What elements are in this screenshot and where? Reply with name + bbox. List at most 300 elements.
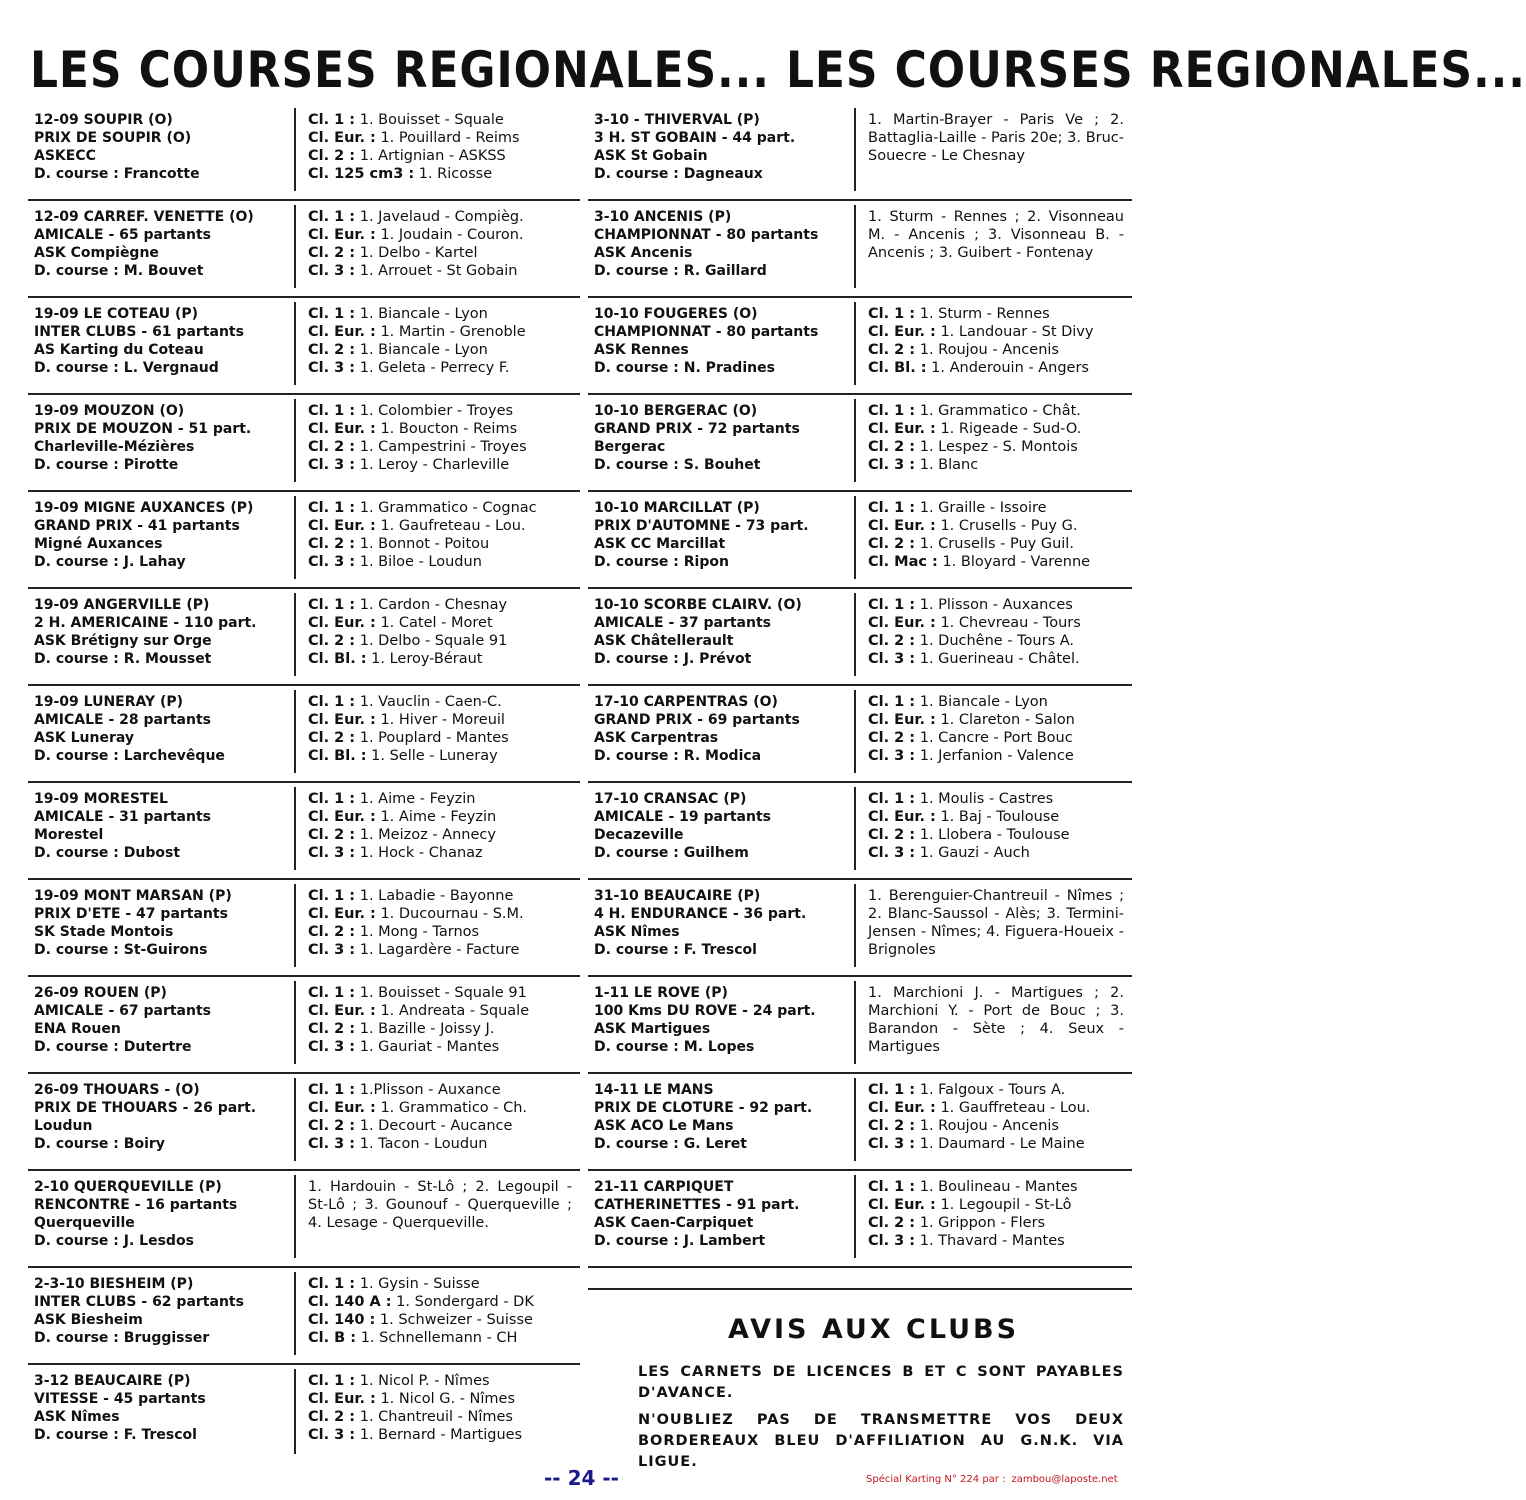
race-info-line: AMICALE - 65 partants bbox=[34, 227, 211, 243]
race-info-line: 100 Kms DU ROVE - 24 part. bbox=[594, 1003, 816, 1019]
result-class: Cl. 2 : bbox=[308, 245, 356, 261]
race-info bbox=[28, 690, 296, 773]
result-winner: 1. Moulis - Castres bbox=[919, 791, 1054, 807]
race-results bbox=[296, 1175, 580, 1266]
race-info-line: AMICALE - 28 partants bbox=[34, 712, 211, 728]
result-line bbox=[868, 1081, 1124, 1099]
race-entry bbox=[588, 492, 1132, 589]
race-info-line: ASK Rennes bbox=[594, 342, 689, 358]
result-line bbox=[868, 1135, 1124, 1153]
race-info-line: INTER CLUBS - 61 partants bbox=[34, 324, 244, 340]
race-info-line: D. course : J. Lambert bbox=[594, 1233, 766, 1249]
result-line bbox=[868, 1178, 1124, 1196]
result-class: Cl. Eur. : bbox=[868, 1100, 936, 1116]
race-info-line: D. course : R. Modica bbox=[594, 748, 762, 764]
result-line bbox=[868, 341, 1124, 359]
race-info bbox=[588, 1175, 856, 1258]
race-info-line: 19-09 LUNERAY (P) bbox=[34, 694, 184, 710]
race-info bbox=[588, 1078, 856, 1161]
result-class: Cl. 1 : bbox=[868, 791, 916, 807]
result-line bbox=[868, 596, 1124, 614]
result-winner: 1. Clareton - Salon bbox=[940, 712, 1075, 728]
race-entry bbox=[28, 298, 580, 395]
result-line bbox=[308, 1293, 572, 1311]
result-winner: 1. Hiver - Moreuil bbox=[380, 712, 505, 728]
notice-title: AVIS AUX CLUBS bbox=[728, 1314, 1020, 1345]
race-info-line: D. course : M. Bouvet bbox=[34, 263, 204, 279]
result-winner: 1. Jerfanion - Valence bbox=[919, 748, 1074, 764]
result-line bbox=[868, 359, 1124, 377]
race-info-line: PRIX DE MOUZON - 51 part. bbox=[34, 421, 252, 437]
result-class: Cl. Eur. : bbox=[308, 227, 376, 243]
race-info-line: Migné Auxances bbox=[34, 536, 163, 552]
result-winner: 1. Geleta - Perrecy F. bbox=[359, 360, 510, 376]
result-winner: 1. Sturm - Rennes bbox=[919, 306, 1050, 322]
result-class: Cl. 2 : bbox=[308, 924, 356, 940]
credit-text: Spécial Karting N° 224 par : bbox=[866, 1474, 1006, 1485]
result-class: Cl. 140 : bbox=[308, 1312, 376, 1328]
result-class: Cl. 2 : bbox=[308, 827, 356, 843]
result-line bbox=[868, 808, 1124, 826]
result-class: Cl. 1 : bbox=[308, 500, 356, 516]
race-info-line: SK Stade Montois bbox=[34, 924, 174, 940]
result-line bbox=[868, 632, 1124, 650]
result-winner: 1. Guerineau - Châtel. bbox=[919, 651, 1080, 667]
result-winner: 1. Decourt - Aucance bbox=[359, 1118, 513, 1134]
race-info-line: D. course : F. Trescol bbox=[34, 1427, 197, 1443]
race-info bbox=[28, 884, 296, 967]
result-winner: 1. Plisson - Auxances bbox=[919, 597, 1073, 613]
result-winner: 1. Pouplard - Mantes bbox=[359, 730, 509, 746]
result-class: Cl. Eur. : bbox=[308, 130, 376, 146]
race-results bbox=[296, 399, 580, 490]
result-winner: 1. Artignian - ASKSS bbox=[359, 148, 506, 164]
result-winner: 1. Gaufreteau - Lou. bbox=[380, 518, 526, 534]
result-line bbox=[308, 1390, 572, 1408]
result-winner: 1. Falgoux - Tours A. bbox=[919, 1082, 1066, 1098]
result-winner: 1. Anderouin - Angers bbox=[931, 360, 1089, 376]
race-info-line: ENA Rouen bbox=[34, 1021, 121, 1037]
result-line bbox=[868, 790, 1124, 808]
race-info-line: D. course : Dutertre bbox=[34, 1039, 192, 1055]
race-info bbox=[588, 787, 856, 870]
race-info-line: D. course : Boiry bbox=[34, 1136, 165, 1152]
race-info-line: 19-09 ANGERVILLE (P) bbox=[34, 597, 210, 613]
result-line bbox=[308, 1311, 572, 1329]
result-winner: 1. Gysin - Suisse bbox=[359, 1276, 480, 1292]
result-class: Cl. Eur. : bbox=[868, 421, 936, 437]
result-line bbox=[868, 305, 1124, 323]
result-winner: 1. Lespez - S. Montois bbox=[919, 439, 1078, 455]
race-info bbox=[28, 1175, 296, 1258]
result-line bbox=[868, 553, 1124, 571]
result-class: Cl. 2 : bbox=[308, 1118, 356, 1134]
result-line bbox=[308, 747, 572, 765]
notice-paragraph-1: LES CARNETS DE LICENCES B ET C SONT PAYABLES D'AVANCE. bbox=[638, 1364, 1124, 1401]
result-line bbox=[308, 147, 572, 165]
result-line bbox=[308, 808, 572, 826]
race-info-line: 17-10 CRANSAC (P) bbox=[594, 791, 747, 807]
result-class: Cl. 3 : bbox=[868, 1136, 916, 1152]
race-info-line: 2-10 QUERQUEVILLE (P) bbox=[34, 1179, 222, 1195]
result-winner: 1. Nicol G. - Nîmes bbox=[380, 1391, 516, 1407]
result-winner: 1. Grammatico - Cognac bbox=[359, 500, 537, 516]
race-info-line: Charleville-Mézières bbox=[34, 439, 195, 455]
race-info-line: 14-11 LE MANS bbox=[594, 1082, 714, 1098]
credit-email: zambou@laposte.net bbox=[1011, 1474, 1118, 1485]
race-info-line: 3 H. ST GOBAIN - 44 part. bbox=[594, 130, 796, 146]
result-winner: 1. Gauzi - Auch bbox=[919, 845, 1030, 861]
result-line bbox=[308, 402, 572, 420]
result-class: Cl. 3 : bbox=[308, 1039, 356, 1055]
result-class: Cl. 3 : bbox=[868, 1233, 916, 1249]
result-winner: 1. Ricosse bbox=[418, 166, 493, 182]
result-class: Cl. 3 : bbox=[868, 651, 916, 667]
result-winner: 1. Biancale - Lyon bbox=[919, 694, 1048, 710]
race-info-line: D. course : R. Mousset bbox=[34, 651, 212, 667]
race-results bbox=[296, 981, 580, 1072]
result-winner: 1. Schnellemann - CH bbox=[360, 1330, 518, 1346]
race-info-line: GRAND PRIX - 69 partants bbox=[594, 712, 800, 728]
race-info-line: D. course : R. Gaillard bbox=[594, 263, 767, 279]
result-winner: 1. Baj - Toulouse bbox=[940, 809, 1060, 825]
result-line bbox=[308, 244, 572, 262]
result-class: Cl. 2 : bbox=[308, 1021, 356, 1037]
race-info-line: PRIX D'ETE - 47 partants bbox=[34, 906, 228, 922]
result-line bbox=[308, 711, 572, 729]
race-info bbox=[28, 399, 296, 482]
result-winner: 1. Legoupil - St-Lô bbox=[940, 1197, 1072, 1213]
race-info bbox=[588, 108, 856, 191]
race-info-line: 12-09 CARREF. VENETTE (O) bbox=[34, 209, 254, 225]
race-info-line: ASK Châtellerault bbox=[594, 633, 734, 649]
result-line bbox=[308, 596, 572, 614]
result-winner: 1. Bouisset - Squale bbox=[359, 112, 504, 128]
result-winner: 1. Aime - Feyzin bbox=[380, 809, 497, 825]
result-line bbox=[308, 1372, 572, 1390]
result-line bbox=[308, 693, 572, 711]
result-line bbox=[308, 305, 572, 323]
result-line bbox=[308, 614, 572, 632]
results-text: 1. Hardouin - St-Lô ; 2. Legoupil - St-Lô ; 3. Gounouf - Querqueville ; 4. Lesage - Querqueville. bbox=[308, 1179, 572, 1231]
result-line bbox=[308, 1081, 572, 1099]
result-winner: 1. Cardon - Chesnay bbox=[359, 597, 508, 613]
result-winner: 1. Meizoz - Annecy bbox=[359, 827, 496, 843]
race-info-line: ASK Caen-Carpiquet bbox=[594, 1215, 754, 1231]
race-entry bbox=[588, 104, 1132, 201]
result-line bbox=[868, 1117, 1124, 1135]
result-class: Cl. 1 : bbox=[308, 888, 356, 904]
result-winner: 1. Vauclin - Caen-C. bbox=[359, 694, 502, 710]
race-results bbox=[296, 496, 580, 587]
result-winner: 1. Nicol P. - Nîmes bbox=[359, 1373, 490, 1389]
result-line bbox=[308, 1099, 572, 1117]
result-line bbox=[308, 984, 572, 1002]
result-winner: 1. Bloyard - Varenne bbox=[942, 554, 1091, 570]
result-line bbox=[308, 262, 572, 280]
result-class: Cl. Bl. : bbox=[308, 651, 367, 667]
result-class: Cl. Eur. : bbox=[308, 906, 376, 922]
footer-credit bbox=[866, 1474, 1118, 1485]
race-info-line: 10-10 BERGERAC (O) bbox=[594, 403, 758, 419]
result-line bbox=[868, 535, 1124, 553]
race-results bbox=[856, 205, 1132, 296]
result-class: Cl. 1 : bbox=[308, 209, 356, 225]
result-line bbox=[308, 517, 572, 535]
race-info-line: 2 H. AMERICAINE - 110 part. bbox=[34, 615, 257, 631]
result-class: Cl. 2 : bbox=[308, 342, 356, 358]
result-winner: 1. Martin - Grenoble bbox=[380, 324, 526, 340]
race-entry bbox=[588, 1171, 1132, 1268]
race-results bbox=[296, 1078, 580, 1169]
race-info-line: AMICALE - 31 partants bbox=[34, 809, 211, 825]
race-info-line: PRIX DE CLOTURE - 92 part. bbox=[594, 1100, 813, 1116]
race-entry bbox=[588, 783, 1132, 880]
result-class: Cl. 1 : bbox=[308, 791, 356, 807]
race-info bbox=[588, 981, 856, 1064]
race-results bbox=[856, 690, 1132, 781]
results-text: 1. Marchioni J. - Martigues ; 2. Marchioni Y. - Port de Bouc ; 3. Barandon - Sète ; 4. Seux - Martigues bbox=[868, 985, 1124, 1055]
result-class: Cl. Eur. : bbox=[308, 421, 376, 437]
result-class: Cl. 1 : bbox=[868, 306, 916, 322]
result-winner: 1. Biloe - Loudun bbox=[359, 554, 482, 570]
result-line bbox=[308, 923, 572, 941]
result-winner: 1. Ducournau - S.M. bbox=[380, 906, 524, 922]
result-line bbox=[868, 650, 1124, 668]
race-info bbox=[28, 981, 296, 1064]
result-class: Cl. Eur. : bbox=[868, 809, 936, 825]
result-class: Cl. 3 : bbox=[308, 942, 356, 958]
race-results bbox=[296, 205, 580, 296]
result-class: Cl. 3 : bbox=[308, 263, 356, 279]
result-line bbox=[868, 1099, 1124, 1117]
result-line bbox=[868, 711, 1124, 729]
result-class: Cl. 3 : bbox=[308, 457, 356, 473]
result-line bbox=[308, 905, 572, 923]
result-winner: 1. Duchêne - Tours A. bbox=[919, 633, 1075, 649]
race-info bbox=[588, 593, 856, 676]
result-line bbox=[868, 729, 1124, 747]
result-class: Cl. Eur. : bbox=[308, 1003, 376, 1019]
race-info bbox=[588, 496, 856, 579]
result-winner: 1. Schweizer - Suisse bbox=[379, 1312, 533, 1328]
result-class: Cl. Bl. : bbox=[308, 748, 367, 764]
result-line bbox=[308, 1135, 572, 1153]
result-class: Cl. 2 : bbox=[868, 1118, 916, 1134]
result-class: Cl. Mac : bbox=[868, 554, 938, 570]
result-class: Cl. 1 : bbox=[308, 1276, 356, 1292]
race-info-line: PRIX DE SOUPIR (O) bbox=[34, 130, 192, 146]
result-line bbox=[308, 129, 572, 147]
result-class: Cl. Eur. : bbox=[308, 324, 376, 340]
result-winner: 1. Biancale - Lyon bbox=[359, 306, 488, 322]
result-winner: 1. Pouillard - Reims bbox=[380, 130, 520, 146]
race-info-line: D. course : Dubost bbox=[34, 845, 181, 861]
race-info-line: CATHERINETTES - 91 part. bbox=[594, 1197, 800, 1213]
result-winner: 1.Plisson - Auxance bbox=[359, 1082, 501, 1098]
race-results bbox=[856, 496, 1132, 587]
result-line bbox=[308, 1275, 572, 1293]
race-info-line: PRIX DE THOUARS - 26 part. bbox=[34, 1100, 257, 1116]
result-line bbox=[308, 323, 572, 341]
result-winner: 1. Chevreau - Tours bbox=[940, 615, 1081, 631]
race-info bbox=[28, 1078, 296, 1161]
result-class: Cl. 2 : bbox=[868, 633, 916, 649]
result-line bbox=[308, 553, 572, 571]
race-info-line: D. course : Pirotte bbox=[34, 457, 179, 473]
result-winner: 1. Blanc bbox=[919, 457, 979, 473]
race-info-line: D. course : St-Guirons bbox=[34, 942, 208, 958]
result-winner: 1. Daumard - Le Maine bbox=[919, 1136, 1085, 1152]
race-info-line: D. course : Larchevêque bbox=[34, 748, 225, 764]
result-line bbox=[868, 747, 1124, 765]
race-info-line: ASK ACO Le Mans bbox=[594, 1118, 734, 1134]
result-line bbox=[308, 1329, 572, 1347]
race-info-line: D. course : Ripon bbox=[594, 554, 729, 570]
result-winner: 1. Andreata - Squale bbox=[380, 1003, 530, 1019]
race-info bbox=[28, 302, 296, 385]
result-winner: 1. Mong - Tarnos bbox=[359, 924, 480, 940]
result-line bbox=[868, 456, 1124, 474]
result-class: Cl. 3 : bbox=[308, 1427, 356, 1443]
race-info-line: D. course : Guilhem bbox=[594, 845, 749, 861]
race-info-line: 17-10 CARPENTRAS (O) bbox=[594, 694, 778, 710]
result-line bbox=[868, 844, 1124, 862]
result-line bbox=[308, 1426, 572, 1444]
result-class: Cl. Eur. : bbox=[868, 518, 936, 534]
race-info-line: 19-09 MIGNE AUXANCES (P) bbox=[34, 500, 254, 516]
result-winner: 1. Labadie - Bayonne bbox=[359, 888, 514, 904]
race-info-line: 3-12 BEAUCAIRE (P) bbox=[34, 1373, 191, 1389]
race-entry bbox=[28, 1268, 580, 1365]
race-info-line: ASK Luneray bbox=[34, 730, 135, 746]
race-info-line: D. course : M. Lopes bbox=[594, 1039, 755, 1055]
result-class: Cl. 2 : bbox=[868, 827, 916, 843]
result-winner: 1. Roujou - Ancenis bbox=[919, 342, 1059, 358]
race-info-line: ASK Martigues bbox=[594, 1021, 711, 1037]
race-entry bbox=[28, 201, 580, 298]
race-info-line: 31-10 BEAUCAIRE (P) bbox=[594, 888, 761, 904]
race-info-line: CHAMPIONNAT - 80 partants bbox=[594, 324, 819, 340]
result-winner: 1. Selle - Luneray bbox=[371, 748, 498, 764]
result-class: Cl. 2 : bbox=[868, 342, 916, 358]
result-winner: 1. Boulineau - Mantes bbox=[919, 1179, 1078, 1195]
result-line bbox=[308, 456, 572, 474]
result-class: Cl. 3 : bbox=[308, 554, 356, 570]
race-info-line: D. course : F. Trescol bbox=[594, 942, 757, 958]
race-info-line: ASK Compiègne bbox=[34, 245, 159, 261]
result-class: Cl. 2 : bbox=[868, 439, 916, 455]
race-entry bbox=[28, 492, 580, 589]
result-class: Cl. 2 : bbox=[308, 439, 356, 455]
result-line bbox=[308, 1408, 572, 1426]
race-info-line: 26-09 THOUARS - (O) bbox=[34, 1082, 200, 1098]
race-info-line: CHAMPIONNAT - 80 partants bbox=[594, 227, 819, 243]
result-class: Cl. 1 : bbox=[308, 694, 356, 710]
race-info-line: GRAND PRIX - 72 partants bbox=[594, 421, 800, 437]
race-info bbox=[28, 108, 296, 191]
notice-paragraph-2: N'OUBLIEZ PAS DE TRANSMETTRE VOS DEUX BORDEREAUX BLEU D'AFFILIATION AU G.N.K. VIA LIGUE. bbox=[638, 1412, 1124, 1470]
race-results bbox=[296, 108, 580, 199]
result-winner: 1. Grammatico - Ch. bbox=[380, 1100, 528, 1116]
result-class: Cl. 3 : bbox=[868, 457, 916, 473]
result-line bbox=[308, 341, 572, 359]
result-line bbox=[868, 420, 1124, 438]
result-line bbox=[308, 1117, 572, 1135]
race-info bbox=[588, 884, 856, 967]
result-line bbox=[308, 226, 572, 244]
result-class: Cl. 2 : bbox=[308, 730, 356, 746]
race-info-line: 19-09 MONT MARSAN (P) bbox=[34, 888, 232, 904]
result-line bbox=[308, 1020, 572, 1038]
result-line bbox=[308, 1002, 572, 1020]
race-info-line: D. course : Dagneaux bbox=[594, 166, 763, 182]
result-line bbox=[308, 729, 572, 747]
result-line bbox=[308, 632, 572, 650]
race-info-line: ASK Carpentras bbox=[594, 730, 719, 746]
race-results bbox=[296, 1369, 580, 1462]
result-winner: 1. Bazille - Joissy J. bbox=[359, 1021, 495, 1037]
result-class: Cl. 1 : bbox=[308, 597, 356, 613]
race-info-line: ASK Ancenis bbox=[594, 245, 693, 261]
race-info-line: INTER CLUBS - 62 partants bbox=[34, 1294, 244, 1310]
result-line bbox=[868, 438, 1124, 456]
result-class: Cl. Eur. : bbox=[308, 615, 376, 631]
result-class: Cl. 1 : bbox=[868, 1082, 916, 1098]
result-line bbox=[308, 208, 572, 226]
result-line bbox=[308, 111, 572, 129]
race-entry bbox=[28, 1074, 580, 1171]
result-winner: 1. Llobera - Toulouse bbox=[919, 827, 1070, 843]
race-info-line: Bergerac bbox=[594, 439, 666, 455]
result-class: Cl. 1 : bbox=[308, 403, 356, 419]
race-info-line: Querqueville bbox=[34, 1215, 135, 1231]
result-class: Cl. 2 : bbox=[868, 730, 916, 746]
race-entry bbox=[28, 1365, 580, 1462]
result-line bbox=[868, 402, 1124, 420]
result-line bbox=[308, 1038, 572, 1056]
race-info-line: 19-09 LE COTEAU (P) bbox=[34, 306, 199, 322]
race-info bbox=[588, 690, 856, 773]
race-entry bbox=[28, 1171, 580, 1268]
race-info-line: D. course : Francotte bbox=[34, 166, 200, 182]
race-results bbox=[856, 399, 1132, 490]
result-line bbox=[308, 535, 572, 553]
race-info-line: 10-10 MARCILLAT (P) bbox=[594, 500, 760, 516]
race-entry bbox=[28, 104, 580, 201]
result-line bbox=[308, 826, 572, 844]
race-info-line: D. course : J. Lahay bbox=[34, 554, 186, 570]
result-line bbox=[308, 941, 572, 959]
result-class: Cl. Bl. : bbox=[868, 360, 927, 376]
race-info-line: D. course : J. Prévot bbox=[594, 651, 752, 667]
race-info-line: ASK Biesheim bbox=[34, 1312, 143, 1328]
race-info-line: D. course : J. Lesdos bbox=[34, 1233, 194, 1249]
race-info-line: ASK Nîmes bbox=[34, 1409, 120, 1425]
result-class: Cl. Eur. : bbox=[308, 809, 376, 825]
race-entry bbox=[588, 977, 1132, 1074]
race-results bbox=[296, 302, 580, 393]
result-class: Cl. 2 : bbox=[308, 633, 356, 649]
race-entry bbox=[588, 298, 1132, 395]
result-winner: 1. Hock - Chanaz bbox=[359, 845, 483, 861]
result-class: Cl. 3 : bbox=[868, 845, 916, 861]
left-column bbox=[28, 104, 580, 1462]
race-info bbox=[28, 1369, 296, 1454]
result-winner: 1. Landouar - St Divy bbox=[940, 324, 1094, 340]
race-info-line: 10-10 FOUGERES (O) bbox=[594, 306, 758, 322]
race-info-line: 1-11 LE ROVE (P) bbox=[594, 985, 728, 1001]
